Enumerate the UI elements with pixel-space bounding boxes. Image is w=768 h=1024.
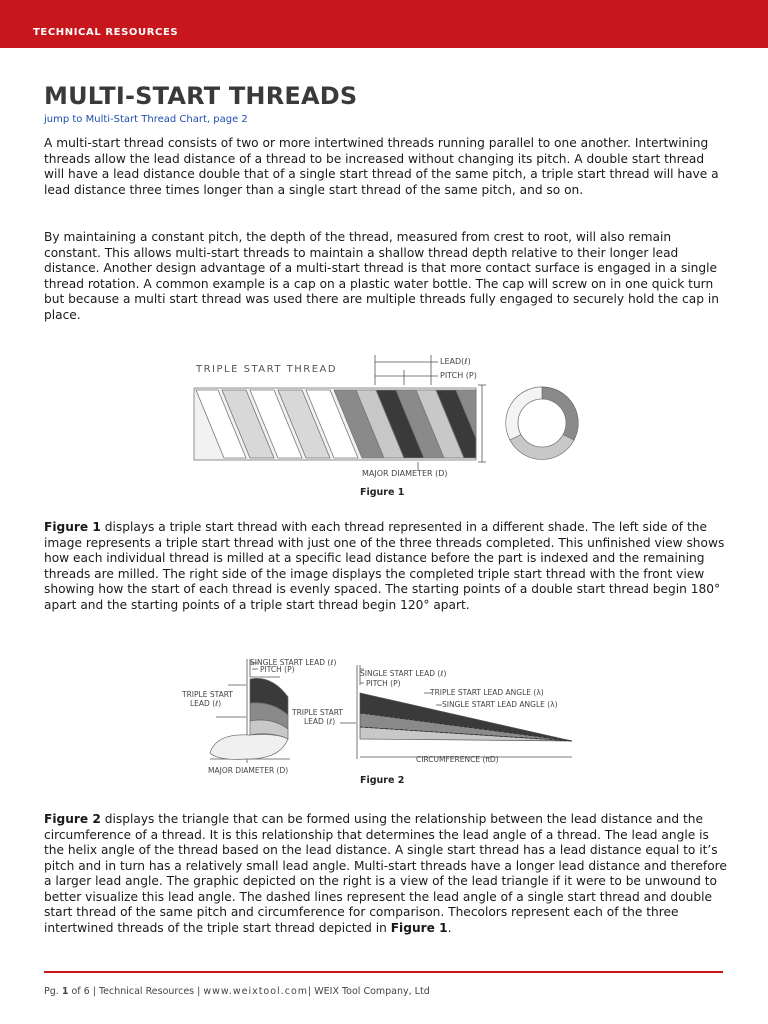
fig2-triple-angle: TRIPLE START LEAD ANGLE (λ): [430, 688, 544, 697]
footer-company: WEIX Tool Company, Ltd: [314, 986, 430, 997]
fig2-triple-lead-left-2: LEAD (ℓ): [190, 699, 222, 708]
fig2-pitch-right: PITCH (P): [366, 679, 401, 688]
pitch-paragraph: By maintaining a constant pitch, the depth of the thread, measured from crest to root, will also remain constant. This allows multi-start threads to maintain a shallow thread depth relative to their longer lead distance. Another design advantage of a multi-start thread is that more contact surface is engaged in a single thread rotation. A common example is a cap on a plastic water bottle. The cap will screw on in one quick turn but because a multi start thread was used there are multiple threads fully engaged to securely hold the cap in place.: [44, 230, 719, 322]
fig2-circumference: CIRCUMFERENCE (πD): [416, 755, 499, 764]
fig1-lead-label: LEAD(ℓ): [440, 357, 471, 366]
footer-pg: Pg.: [44, 986, 59, 997]
figure-1-text: displays a triple start thread with each thread represented in a different shade. The left side of the image represents a triple start thread with just one of the three threads completed. This unfinished view shows how each individual thread is milled at a specific lead distance before the part is indexed and the remaining threads are milled. The right side of the image displays the completed triple start thread with the front view showing how the start of each thread is evenly spaced. The starting points of a double start thread begin 180° apart and the starting points of a triple start thread begin 120° apart.: [44, 520, 725, 612]
page-footer: Pg. 1 of 6 | Technical Resources | www.weixtool.com| WEIX Tool Company, Ltd: [44, 986, 430, 997]
footer-website-link[interactable]: www.weixtool.com: [203, 986, 309, 997]
fig1-title: TRIPLE START THREAD: [196, 364, 338, 375]
fig1-pitch-label: PITCH (P): [440, 371, 477, 380]
footer-page-number: 1: [61, 986, 69, 997]
fig2-pitch-left: PITCH (P): [260, 665, 295, 674]
figure-1-diagram: [186, 350, 586, 482]
fig2-single-lead-left: SINGLE START LEAD (ℓ): [250, 658, 337, 667]
footer-divider: [44, 971, 723, 973]
figure-1-caption: Figure 1: [360, 487, 405, 498]
figure-2-caption: Figure 2: [360, 775, 405, 786]
figure-1-paragraph: [44, 520, 728, 613]
fig2-single-angle: SINGLE START LEAD ANGLE (λ): [442, 700, 558, 709]
footer-section: Technical Resources: [98, 986, 195, 997]
intro-paragraph: A multi-start thread consists of two or more intertwined threads running parallel to one another. Intertwining threads allow the lead distance of a thread to be increased without changing its pitch. A double start thread will have a lead distance double that of a single start thread of the same pitch, a triple start thread will have a lead distance three times longer than a single start thread of the same pitch, and so on.: [44, 136, 719, 197]
figure-2-paragraph: [44, 812, 728, 936]
fig2-diameter-left: MAJOR DIAMETER (D): [208, 766, 289, 775]
figure-1-reference: Figure 1: [44, 520, 101, 534]
fig2-single-lead-right: SINGLE START LEAD (ℓ): [360, 669, 447, 678]
fig2-triple-lead-right-1: TRIPLE START: [292, 708, 343, 717]
fig2-triple-lead-right-2: LEAD (ℓ): [304, 717, 336, 726]
fig2-triple-lead-left-1: TRIPLE START: [182, 690, 233, 699]
figure-2-text-tail: colors represent each of the three intertwined threads of the triple start thread depicted in: [44, 905, 679, 935]
jump-to-chart-link[interactable]: jump to Multi-Start Thread Chart, page 2: [44, 114, 248, 125]
thread-end-view: [506, 387, 579, 460]
figure-2-text: displays the triangle that can be formed using the relationship between the lead distance and the circumference of a thread. It is this relationship that determines the lead angle of a thread. The lead angle is the helix angle of the thread based on the lead distance. A single start thread has a lead distance equal to it’s pitch and in turn has a relatively small lead angle. Multi-start threads have a longer lead distance and therefore a larger lead angle. The graphic depicted on the right is a view of the lead triangle if it were to be unwound to better visualize this lead angle. The dashed lines represent the lead angle of a single start thread and double start thread of the same pitch and circumference for comparison. The: [44, 812, 727, 919]
thread-body: [194, 388, 476, 460]
header-bar: [0, 0, 768, 48]
fig1-diameter-label: MAJOR DIAMETER (D): [362, 469, 448, 478]
figure-2-text-end: .: [447, 920, 452, 935]
figure-2-reference: Figure 2: [44, 812, 101, 826]
footer-page-total: of 6: [71, 986, 90, 997]
page-title: MULTI-START THREADS: [44, 82, 358, 110]
figure-2-diagram: [180, 655, 580, 777]
figure-2-back-reference: Figure 1: [390, 920, 448, 935]
header-section-label: TECHNICAL RESOURCES: [33, 27, 179, 38]
